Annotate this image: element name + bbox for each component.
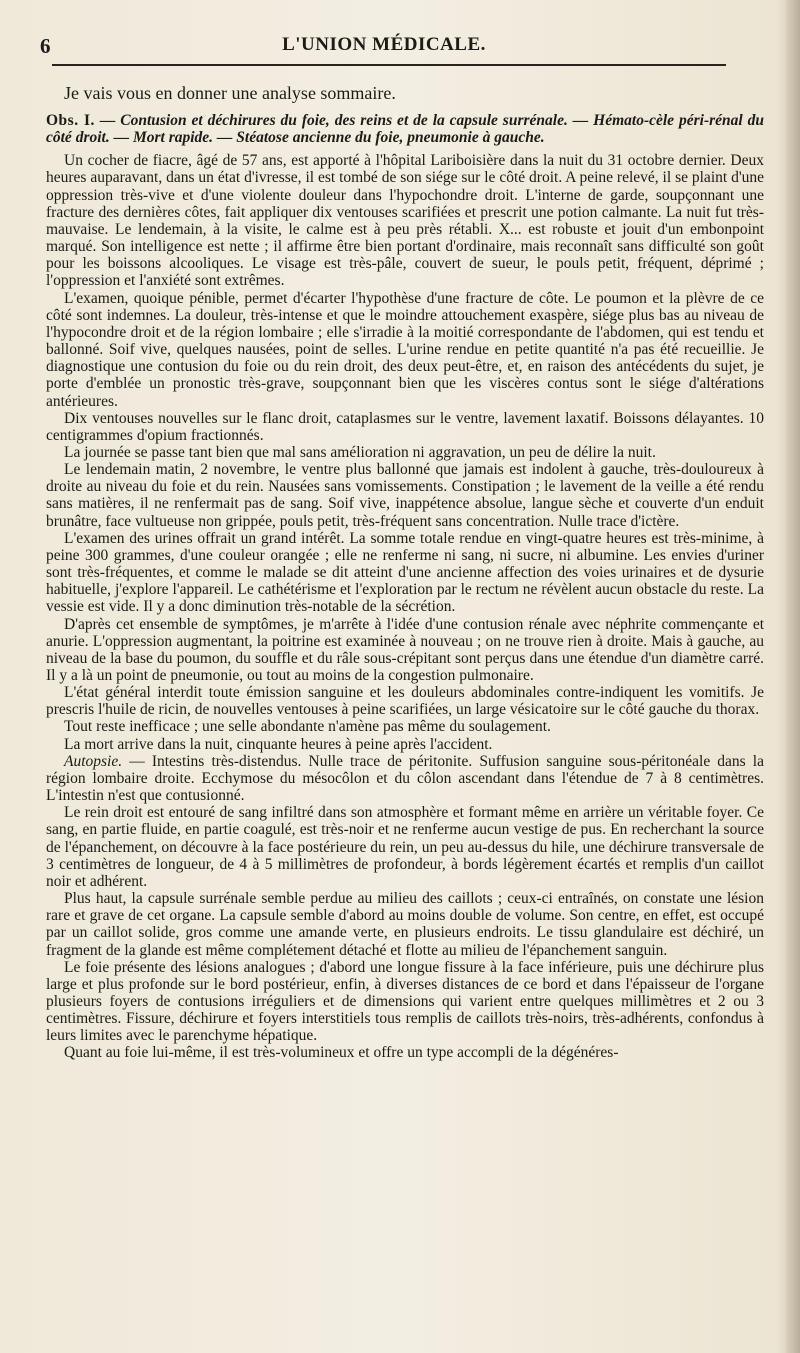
paragraph: La mort arrive dans la nuit, cinquante heures à peine après l'accident. bbox=[64, 735, 493, 753]
article-body bbox=[46, 82, 764, 1062]
paragraph: Le lendemain matin, 2 novembre, le ventre plus ballonné que jamais est indolent à gauche, très-douloureux à droite au niveau du foie et du rein. Nausées sans vomissements. Constipation ; le lavement de la veille a été rendu sans matières, il ne renfermait pas de sang. Soif vive, inappétence absolue, langue sèche et couverte d'un enduit brunâtre, face vultueuse non grippée, pouls petit, très-fréquent sans concentration. Nulle trace d'ictère. bbox=[46, 461, 764, 530]
paragraph: Le rein droit est entouré de sang infiltré dans son atmosphère et formant même en arrière un véritable foyer. Ce sang, en partie fluide, en partie coagulé, est très-noir et ne renferme aucun vestige de pus. En recherchant la source de l'épanchement, on découvre à la face postérieure du rein, un peu au-dessus du hile, une déchirure transversale de 3 centimètres de longueur, de 4 à 5 millimètres de profondeur, à bords légèrement écartés et remplis d'un caillot noir et adhérent. bbox=[46, 804, 764, 890]
lead-sentence: Je vais vous en donner une analyse sommaire. bbox=[64, 83, 396, 103]
paragraph: D'après cet ensemble de symptômes, je m'arrête à l'idée d'une contusion rénale avec néphrite commençante et anurie. L'oppression augmentant, la poitrine est examinée à nouveau ; on ne trouve rien à droite. Mais à gauche, au niveau de la base du poumon, du souffle et du râle sous-crépitant sont perçus dans une étendue d'un diamètre carré. Il y a là un point de pneumonie, ou tout au moins de la congestion pulmonaire. bbox=[46, 615, 764, 684]
paragraph: Un cocher de fiacre, âgé de 57 ans, est apporté à l'hôpital Lariboisière dans la nuit du 31 octobre dernier. Deux heures auparavant, dans un état d'ivresse, il est tombé de son siége sur le côté droit. A peine relevé, il se plaint d'une oppression très-vive et d'une violente douleur dans l'hypochondre droit. L'interne de garde, soupçonnant une fracture des dernières côtes, fait appliquer dix ventouses scarifiées et prescrit une potion calmante. La nuit fut très-mauvaise. Le lendemain, à la visite, le calme est à peu près rétabli. X... est robuste et jouit d'un embonpoint marqué. Son intelligence est nette ; il affirme être bien portant d'ordinaire, mais reconnaît sans difficulté son goût pour les boissons alcooliques. Le visage est très-pâle, couvert de sueur, le pouls petit, fréquent, déprimé ; l'oppression et l'anxiété sont extrêmes. bbox=[46, 152, 764, 290]
autopsy-text: — Intestins très-distendus. Nulle trace de péritonite. Suffusion sanguine sous-péritonéale dans la région lombaire droite. Ecchymose du mésocôlon et du côlon ascendant dans l'étendue de 7 à 8 centimètres. L'intestin n'est que contusionné. bbox=[46, 752, 764, 805]
book-spine-shadow bbox=[786, 0, 800, 1353]
autopsy-paragraph bbox=[46, 753, 764, 804]
observation-title: — Contusion et déchirures du foie, des reins et de la capsule surrénale. — Hémato-cèle péri-rénal du côté droit. — Mort rapide. — Stéatose ancienne du foie, pneumonie à gauche. bbox=[46, 112, 764, 147]
header-rule bbox=[52, 64, 726, 66]
autopsy-label: Autopsie. bbox=[64, 752, 123, 770]
paragraph: La journée se passe tant bien que mal sans amélioration ni aggravation, un peu de délire la nuit. bbox=[64, 443, 656, 461]
paragraph: Le foie présente des lésions analogues ; d'abord une longue fissure à la face inférieure, puis une déchirure plus large et plus profonde sur le bord postérieur, enfin, à diverses distances de ce bord et dans l'épaisseur de l'organe plusieurs foyers de contusions irréguliers et de dimensions qui varient entre quelques millimètres et 2 ou 3 centimètres. Fissure, déchirure et foyers interstitiels tous remplis de caillots très-noirs, très-adhérents, confondus à leurs limites avec le parenchyme hépatique. bbox=[46, 958, 764, 1045]
paragraph: L'examen, quoique pénible, permet d'écarter l'hypothèse d'une fracture de côte. Le poumon et la plèvre de ce côté sont indemnes. La douleur, très-intense et que le moindre attouchement exaspère, siége plus bas au niveau de l'hypocondre droit et de la région lombaire ; elle s'irradie à la moitié correspondante de l'abdomen, qui est tendu et ballonné. Soif vive, quelques nausées, point de selles. L'urine rendue en petite quantité n'a pas été recueillie. Je diagnostique une contusion du foie ou du rein droit, des deux peut-être, et, en raison des antécédents du sujet, je porte d'emblée un pronostic très-grave, soupçonnant bien que les viscères contus sont le siége d'altérations antérieures. bbox=[46, 289, 764, 410]
journal-title: L'UNION MÉDICALE. bbox=[282, 34, 486, 55]
paragraph: Dix ventouses nouvelles sur le flanc droit, cataplasmes sur le ventre, lavement laxatif. Boissons délayantes. 10 centigrammes d'opium fractionnés. bbox=[46, 409, 764, 444]
paragraph: Plus haut, la capsule surrénale semble perdue au milieu des caillots ; ceux-ci entraînés, on constate une lésion rare et grave de cet organe. La capsule semble d'abord au moins double de volume. Son centre, en effet, est occupé par un caillot solide, gros comme une amande verte, en plusieurs endroits. Le tissu glandulaire est déchiré, un fragment de la glande est même complétement détaché et flotte au milieu de l'épanchement sanguin. bbox=[46, 890, 764, 959]
running-head bbox=[40, 34, 728, 64]
paragraph: Quant au foie lui-même, il est très-volumineux et offre un type accompli de la dégénéres- bbox=[64, 1044, 619, 1062]
observation-label: Obs. I. bbox=[46, 112, 95, 129]
observation-heading bbox=[46, 112, 764, 146]
page-number: 6 bbox=[40, 34, 51, 58]
paragraph: Tout reste inefficace ; une selle abondante n'amène pas même du soulagement. bbox=[64, 718, 551, 736]
paragraph: L'état général interdit toute émission sanguine et les douleurs abdominales contre-indiquent les vomitifs. Je prescris l'huile de ricin, de nouvelles ventouses à peine scarifiées, un large vésicatoire sur le côté gauche du thorax. bbox=[46, 684, 764, 719]
paragraph: L'examen des urines offrait un grand intérêt. La somme totale rendue en vingt-quatre heures est très-minime, à peine 300 grammes, d'une couleur orangée ; elle ne renferme ni sang, ni sucre, ni albumine. Les envies d'uriner sont très-fréquentes, et comme le malade se dit atteint d'une ancienne affection des voies urinaires et de dysurie habituelle, j'explore l'appareil. Le cathétérisme et l'exploration par le rectum ne révèlent aucun obstacle du reste. La vessie est vide. Il y a donc diminution très-notable de la sécrétion. bbox=[46, 529, 764, 616]
